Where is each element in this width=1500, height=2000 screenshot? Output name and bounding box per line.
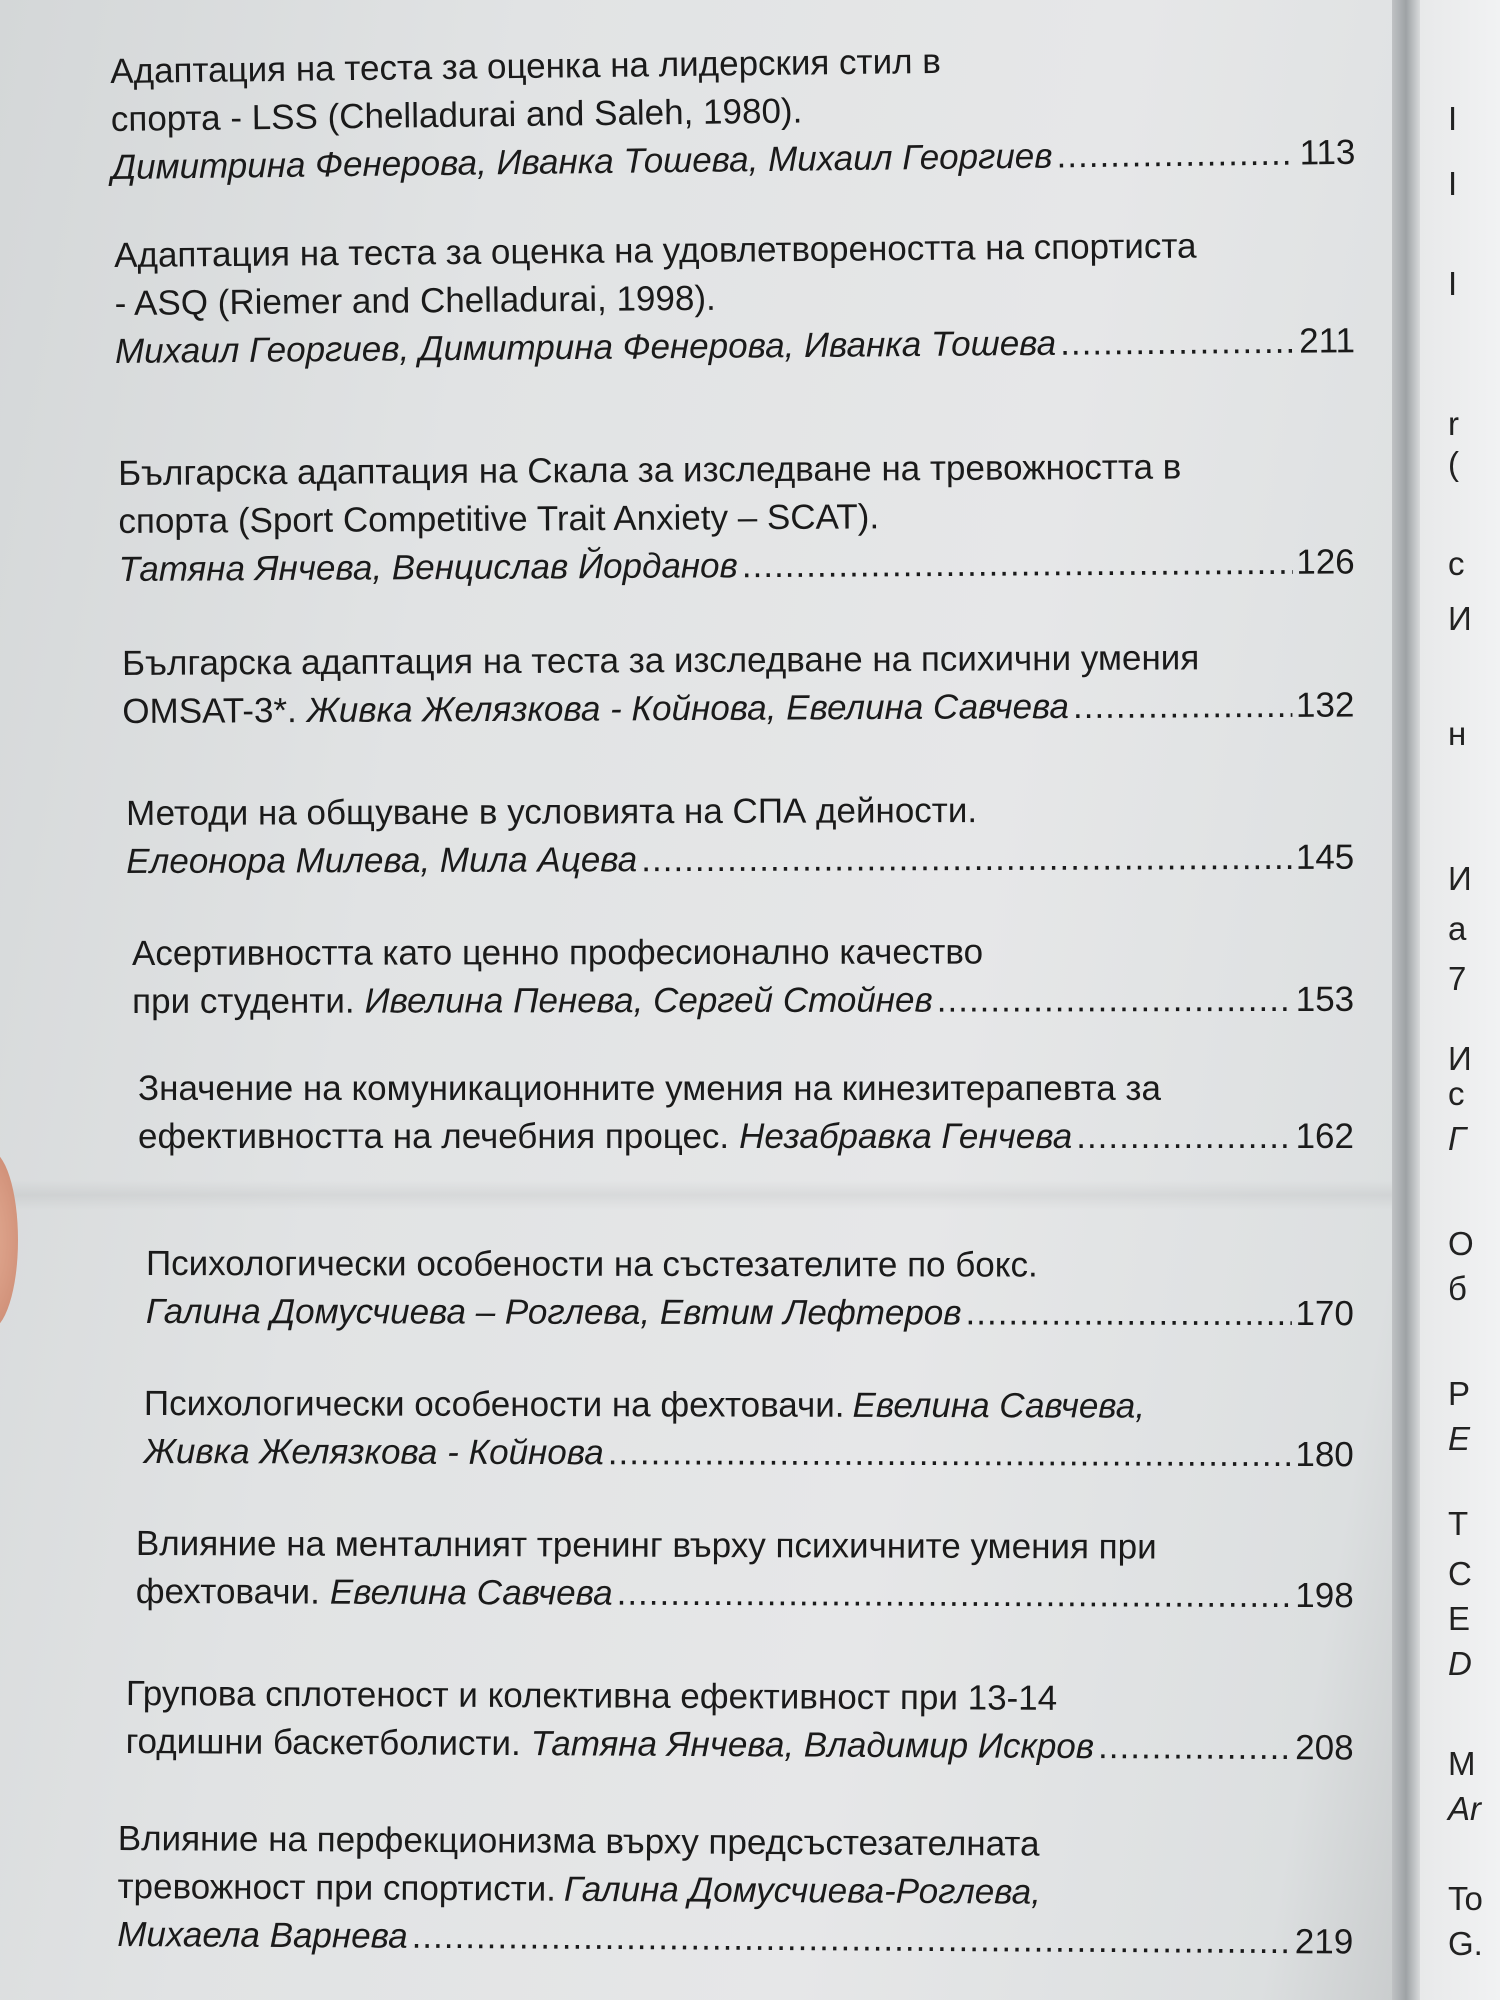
next-page-fragment: I [1448,165,1458,202]
next-page-fragment: С [1448,1555,1472,1592]
next-page-fragment: Е [1448,1420,1471,1457]
next-page-fragment: И [1448,1040,1472,1077]
toc-entry [122,634,1354,736]
toc-entry [146,1240,1354,1338]
dot-leader [1073,682,1292,731]
entry-title-line: Методи на общуване в условията на СПА дейности. [126,791,978,833]
entry-authors: Живка Желязкова - Койнова, Евелина Савчева [306,687,1070,731]
entry-author-line [126,834,1354,886]
entry-title-line: Асертивността като ценно професионално качество [132,932,984,973]
entry-author-line [136,1568,1354,1620]
dot-leader [937,976,1292,1025]
book-gutter [1392,0,1420,2000]
next-page-fragment: И [1448,860,1472,897]
entry-title-line: Влияние на менталният тренинг върху психичните умения при [135,1524,1157,1567]
next-page-fragment: И [1448,600,1472,637]
page-number: 170 [1295,1294,1354,1334]
toc-entry [132,928,1354,1026]
entry-title-line: Българска адаптация на Скала за изследване на тревожността в [118,447,1182,493]
next-page-fragment: To [1448,1880,1483,1917]
entry-authors: Димитрина Фенерова, Иванка Тошева, Михаил Георгиев [111,136,1053,187]
entry-title-line [144,1380,1354,1431]
next-page-fragment: r [1448,405,1459,442]
dot-leader [608,1429,1292,1479]
page-number: 208 [1295,1728,1354,1768]
toc-entry [117,1815,1354,1967]
entry-title-text: Психологически особености на фехтовачи. [143,1384,845,1425]
dot-leader [641,834,1292,884]
entry-author-line [146,1288,1354,1338]
entry-authors: Татяна Янчева, Венцислав Йорданов [118,546,738,589]
dot-leader [742,539,1293,590]
toc-entry [125,1670,1353,1772]
next-page-fragment: О [1448,1225,1474,1262]
page-fold [0,1180,1400,1210]
next-page-fragment: c [1448,545,1465,582]
next-page-fragment: с [1448,1075,1465,1112]
next-page-fragment: Г [1448,1120,1466,1157]
entry-title-tail: фехтовачи. [135,1571,320,1612]
entry-author-line [115,317,1355,376]
next-page-edge [1420,0,1500,2000]
next-page-fragment: 7 [1448,960,1467,997]
page-number: 132 [1295,685,1355,725]
dot-leader [1056,130,1296,181]
next-page-fragment: a [1448,910,1467,947]
page-number: 198 [1295,1576,1354,1616]
entry-author-line [122,682,1354,736]
entry-title-line: Влияние на перфекционизма върху предсъстезателната [117,1818,1040,1864]
next-page-fragment: М [1448,1745,1476,1782]
toc-entry [114,221,1355,376]
next-page-fragment: Т [1448,1505,1469,1542]
entry-title-text: тревожност при спортисти. [117,1866,557,1909]
page-number: 180 [1295,1435,1354,1475]
entry-authors-text: Галина Домусчиева-Роглева, [563,1869,1042,1912]
entry-authors: Михаил Георгиев, Димитрина Фенерова, Иванка Тошева [114,323,1057,371]
next-page-fragment: ( [1448,445,1459,482]
next-page-fragment: D [1448,1645,1472,1682]
entry-authors: Незабравка Генчева [739,1117,1073,1156]
toc-entry [126,786,1354,886]
next-page-fragment: н [1448,715,1467,752]
entry-title-line: - ASQ (Riemer and Chelladurai, 1998). [114,278,716,323]
next-page-fragment: Ar [1448,1790,1481,1827]
next-page-fragment: E [1448,1600,1471,1637]
next-page-fragment: I [1448,100,1458,137]
next-page-fragment: I [1448,265,1458,302]
next-page-fragment: Р [1448,1375,1471,1412]
entry-title-tail: годишни баскетболисти. [125,1721,521,1764]
entry-title-line: Психологически особености на състезателите по бокс. [145,1244,1038,1285]
entry-title-tail: ефективността на лечебния процес. [138,1117,730,1156]
entry-authors: Татяна Янчева, Владимир Искров [530,1724,1095,1767]
entry-authors: Михаела Варнева [117,1914,408,1956]
page-number: 211 [1299,321,1356,361]
page-number: 113 [1299,132,1356,173]
entry-title-line: Значение на комуникационните умения на кинезитерапевта за [138,1069,1161,1108]
entry-author-line [138,1113,1354,1161]
page-number: 162 [1295,1117,1354,1156]
next-page-fragment: б [1448,1270,1467,1307]
dot-leader [617,1570,1292,1620]
finger [0,1150,18,1330]
entry-author-line [144,1428,1354,1479]
toc-entry [144,1380,1354,1479]
page-number: 153 [1295,979,1355,1019]
entry-authors: Ивелина Пенева, Сергей Стойнев [364,980,933,1021]
page-number: 145 [1295,837,1355,877]
dot-leader [1098,1723,1291,1772]
entry-authors: Живка Желязкова - Койнова [143,1431,604,1473]
entry-title-line: спорта (Sport Competitive Trait Anxiety – SCAT). [118,497,880,541]
entry-title-line: Групова сплотеност и колективна ефективност при 13-14 [125,1674,1058,1718]
entry-authors: Галина Домусчиева – Роглева, Евтим Лефтеров [145,1291,962,1333]
entry-title-line: Българска адаптация на теста за изследване на психични умения [122,638,1200,683]
entry-authors: Елеонора Милева, Мила Ацева [126,840,638,881]
entry-authors-text: Евелина Савчева, [852,1385,1146,1426]
entry-title-tail: при студенти. [132,981,355,1021]
entry-title-line: Адаптация на теста за оценка на удовлетвореността на спортиста [114,226,1197,275]
dot-leader [412,1913,1291,1966]
entry-title-line: Адаптация на теста за оценка на лидерския стил в [110,41,942,91]
toc-entry [110,33,1356,192]
dot-leader [1060,318,1295,368]
page-number: 219 [1294,1922,1354,1962]
toc-entry [118,442,1355,594]
dot-leader [1076,1113,1291,1161]
toc-entry [136,1520,1354,1620]
toc-entry [138,1065,1354,1161]
entry-author-line [125,1718,1353,1772]
entry-title-line: спорта - LSS (Chelladurai and Saleh, 1980). [110,91,803,139]
dot-leader [966,1289,1292,1338]
entry-authors: Евелина Савчева [329,1572,613,1613]
entry-title-tail: OMSAT-3*. [122,691,297,731]
entry-author-line [132,976,1354,1026]
entry-author-line [119,538,1355,594]
entry-title-line [117,1863,1353,1919]
page-number: 126 [1296,542,1355,582]
entry-author-line [117,1911,1353,1967]
next-page-fragment: G. [1448,1925,1483,1962]
